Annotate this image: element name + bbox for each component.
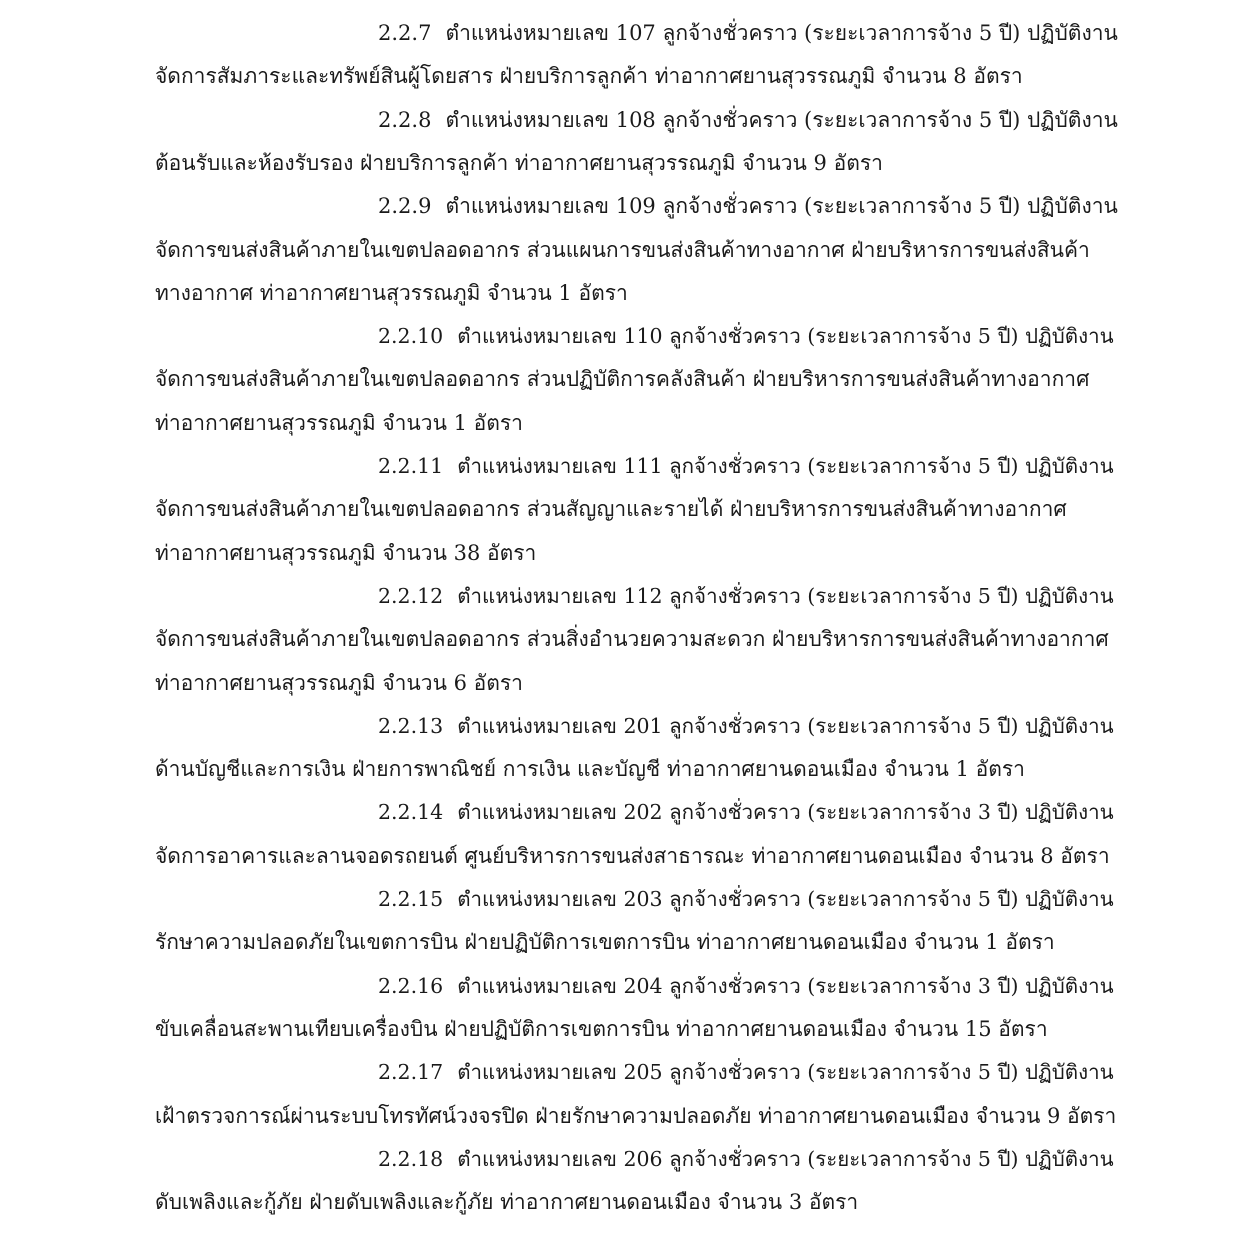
item-heading-line	[378, 105, 1118, 135]
item-text: ตำแหน่งหมายเลข 112 ลูกจ้างชั่วคราว (ระยะเวลาการจ้าง 5 ปี) ปฏิบัติงาน	[457, 583, 1114, 608]
item-text: ตำแหน่งหมายเลข 110 ลูกจ้างชั่วคราว (ระยะเวลาการจ้าง 5 ปี) ปฏิบัติงาน	[457, 324, 1114, 349]
item-continuation-line	[155, 61, 1023, 91]
item-text: จัดการขนส่งสินค้าภายในเขตปลอดอากร ส่วนสัญญาและรายได้ ฝ่ายบริหารการขนส่งสินค้าทางอากาศ	[155, 497, 1067, 522]
item-text: ด้านบัญชีและการเงิน ฝ่ายการพาณิชย์ การเงิน และบัญชี ท่าอากาศยานดอนเมือง จำนวน 1 อัตรา	[155, 757, 1025, 782]
item-continuation-line	[155, 235, 1090, 265]
item-text: ท่าอากาศยานสุวรรณภูมิ จำนวน 1 อัตรา	[155, 410, 523, 435]
item-heading-line	[378, 711, 1114, 741]
item-text: เฝ้าตรวจการณ์ผ่านระบบโทรทัศน์วงจรปิด ฝ่ายรักษาความปลอดภัย ท่าอากาศยานดอนเมือง จำนวน 9 อัตรา	[155, 1103, 1117, 1128]
item-continuation-line	[155, 538, 536, 568]
item-number: 2.2.10	[378, 324, 444, 349]
item-continuation-line	[155, 1187, 858, 1217]
item-text: ต้อนรับและห้องรับรอง ฝ่ายบริการลูกค้า ท่าอากาศยานสุวรรณภูมิ จำนวน 9 อัตรา	[155, 150, 883, 175]
item-number: 2.2.18	[378, 1146, 444, 1171]
item-text: ดับเพลิงและกู้ภัย ฝ่ายดับเพลิงและกู้ภัย ท่าอากาศยานดอนเมือง จำนวน 3 อัตรา	[155, 1190, 859, 1215]
item-heading-line	[378, 1144, 1114, 1174]
item-text: ทางอากาศ ท่าอากาศยานสุวรรณภูมิ จำนวน 1 อัตรา	[155, 280, 628, 305]
item-text: ตำแหน่งหมายเลข 108 ลูกจ้างชั่วคราว (ระยะเวลาการจ้าง 5 ปี) ปฏิบัติงาน	[445, 107, 1118, 132]
item-text: ท่าอากาศยานสุวรรณภูมิ จำนวน 6 อัตรา	[155, 670, 523, 695]
item-heading-line	[378, 321, 1114, 351]
item-text: จัดการขนส่งสินค้าภายในเขตปลอดอากร ส่วนสิ่งอำนวยความสะดวก ฝ่ายบริหารการขนส่งสินค้าทางอากาศ	[155, 627, 1109, 652]
item-heading-line	[378, 884, 1114, 914]
item-heading-line	[378, 797, 1114, 827]
item-continuation-line	[155, 754, 1025, 784]
item-continuation-line	[155, 408, 523, 438]
item-heading-line	[378, 451, 1114, 481]
item-heading-line	[378, 1057, 1114, 1087]
item-heading-line	[378, 18, 1118, 48]
item-number: 2.2.12	[378, 583, 444, 608]
item-text: จัดการสัมภาระและทรัพย์สินผู้โดยสาร ฝ่ายบริการลูกค้า ท่าอากาศยานสุวรรณภูมิ จำนวน 8 อัตรา	[155, 64, 1023, 89]
item-number: 2.2.7	[378, 21, 432, 45]
item-number: 2.2.8	[378, 107, 432, 132]
item-continuation-line	[155, 278, 628, 308]
item-text: ตำแหน่งหมายเลข 111 ลูกจ้างชั่วคราว (ระยะเวลาการจ้าง 5 ปี) ปฏิบัติงาน	[457, 454, 1114, 478]
item-continuation-line	[155, 624, 1109, 654]
item-continuation-line	[155, 148, 883, 178]
item-text: ตำแหน่งหมายเลข 201 ลูกจ้างชั่วคราว (ระยะเวลาการจ้าง 5 ปี) ปฏิบัติงาน	[457, 713, 1114, 738]
item-number: 2.2.15	[378, 887, 444, 911]
item-number: 2.2.11	[378, 454, 444, 478]
item-continuation-line	[155, 364, 1089, 394]
item-heading-line	[378, 191, 1118, 221]
item-number: 2.2.16	[378, 973, 444, 998]
item-text: ตำแหน่งหมายเลข 107 ลูกจ้างชั่วคราว (ระยะเวลาการจ้าง 5 ปี) ปฏิบัติงาน	[445, 21, 1118, 45]
item-text: รักษาความปลอดภัยในเขตการบิน ฝ่ายปฏิบัติการเขตการบิน ท่าอากาศยานดอนเมือง จำนวน 1 อัตรา	[155, 930, 1055, 955]
item-heading-line	[378, 581, 1114, 611]
item-heading-line	[378, 971, 1114, 1001]
item-text: ตำแหน่งหมายเลข 109 ลูกจ้างชั่วคราว (ระยะเวลาการจ้าง 5 ปี) ปฏิบัติงาน	[445, 194, 1118, 219]
item-text: ตำแหน่งหมายเลข 203 ลูกจ้างชั่วคราว (ระยะเวลาการจ้าง 5 ปี) ปฏิบัติงาน	[457, 887, 1114, 911]
item-continuation-line	[155, 841, 1110, 871]
item-text: จัดการขนส่งสินค้าภายในเขตปลอดอากร ส่วนปฏิบัติการคลังสินค้า ฝ่ายบริหารการขนส่งสินค้าทางอากาศ	[155, 367, 1090, 392]
item-number: 2.2.13	[378, 713, 444, 738]
item-text: ตำแหน่งหมายเลข 206 ลูกจ้างชั่วคราว (ระยะเวลาการจ้าง 5 ปี) ปฏิบัติงาน	[457, 1146, 1114, 1171]
item-number: 2.2.14	[378, 800, 444, 825]
item-text: ขับเคลื่อนสะพานเทียบเครื่องบิน ฝ่ายปฏิบัติการเขตการบิน ท่าอากาศยานดอนเมือง จำนวน 15 อัตรา	[155, 1016, 1048, 1041]
item-number: 2.2.17	[378, 1060, 444, 1085]
item-text: ตำแหน่งหมายเลข 202 ลูกจ้างชั่วคราว (ระยะเวลาการจ้าง 3 ปี) ปฏิบัติงาน	[457, 800, 1114, 825]
item-continuation-line	[155, 494, 1067, 524]
item-text: ตำแหน่งหมายเลข 204 ลูกจ้างชั่วคราว (ระยะเวลาการจ้าง 3 ปี) ปฏิบัติงาน	[457, 973, 1114, 998]
item-text: ท่าอากาศยานสุวรรณภูมิ จำนวน 38 อัตรา	[155, 540, 537, 565]
item-number: 2.2.9	[378, 194, 432, 219]
item-continuation-line	[155, 927, 1055, 957]
item-continuation-line	[155, 1014, 1048, 1044]
item-text: ตำแหน่งหมายเลข 205 ลูกจ้างชั่วคราว (ระยะเวลาการจ้าง 5 ปี) ปฏิบัติงาน	[457, 1060, 1114, 1085]
item-text: จัดการขนส่งสินค้าภายในเขตปลอดอากร ส่วนแผนการขนส่งสินค้าทางอากาศ ฝ่ายบริหารการขนส่งสินค้า	[155, 237, 1090, 262]
item-text: จัดการอาคารและลานจอดรถยนต์ ศูนย์บริหารการขนส่งสาธารณะ ท่าอากาศยานดอนเมือง จำนวน 8 อัตรา	[155, 843, 1110, 868]
item-continuation-line	[155, 1101, 1116, 1131]
item-continuation-line	[155, 668, 523, 698]
